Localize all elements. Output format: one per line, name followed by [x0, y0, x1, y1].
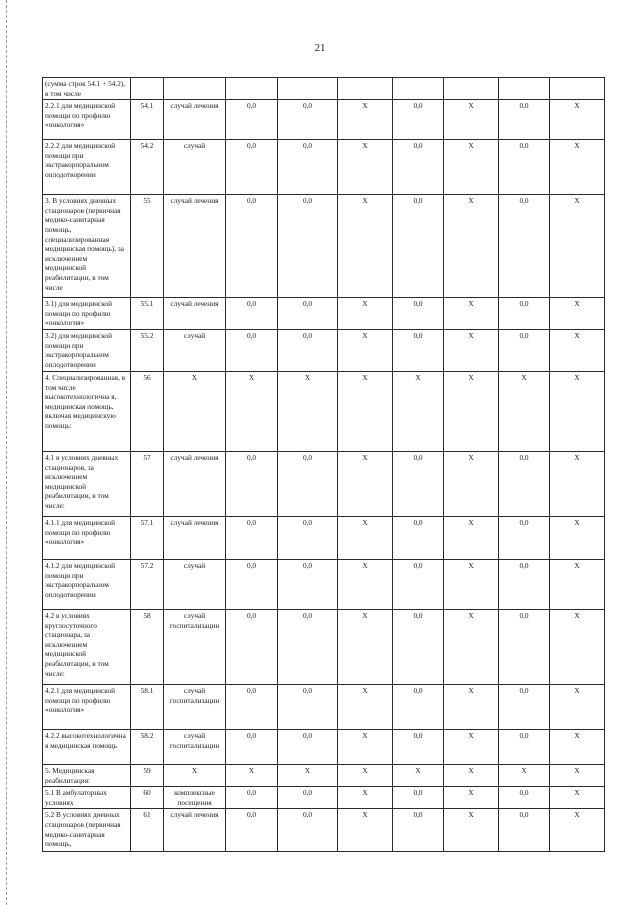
table-row — [43, 516, 605, 559]
value-cell — [226, 78, 278, 100]
value-cell: X — [550, 609, 605, 684]
row-code-cell: 54.1 — [131, 100, 164, 140]
table-row — [43, 764, 605, 786]
value-cell: 0,0 — [278, 140, 338, 195]
value-cell: X — [444, 298, 499, 330]
value-cell: X — [278, 371, 338, 451]
table-row — [43, 809, 605, 852]
row-code-cell: 57.2 — [131, 559, 164, 609]
table-row — [43, 371, 605, 451]
value-cell: 0,0 — [499, 809, 550, 852]
row-name-cell: 4. Специализированная, в том числе высокотехнологична я, медицинская помощь, включая медицинскую помощь: — [43, 371, 131, 451]
table-row — [43, 100, 605, 140]
value-cell: X — [550, 764, 605, 786]
value-cell — [338, 78, 393, 100]
value-cell: 0,0 — [393, 100, 444, 140]
unit-cell: X — [164, 371, 226, 451]
value-cell: 0,0 — [393, 609, 444, 684]
value-cell: 0,0 — [499, 195, 550, 298]
value-cell: X — [338, 729, 393, 764]
value-cell: X — [338, 764, 393, 786]
value-cell: X — [226, 371, 278, 451]
value-cell: 0,0 — [393, 298, 444, 330]
value-cell: X — [499, 764, 550, 786]
value-cell: 0,0 — [278, 559, 338, 609]
table-row — [43, 729, 605, 764]
value-cell: 0,0 — [278, 329, 338, 371]
table-row — [43, 78, 605, 100]
unit-cell: случай лечения — [164, 516, 226, 559]
value-cell: 0,0 — [393, 809, 444, 852]
value-cell: X — [550, 451, 605, 516]
value-cell: X — [338, 329, 393, 371]
row-name-cell: 4.2.1 для медицинской помощи по профилю «онкология» — [43, 684, 131, 729]
value-cell: X — [550, 729, 605, 764]
value-cell: 0,0 — [226, 684, 278, 729]
value-cell: X — [444, 140, 499, 195]
row-code-cell: 56 — [131, 371, 164, 451]
unit-cell: случай — [164, 559, 226, 609]
value-cell: X — [444, 559, 499, 609]
table-row — [43, 609, 605, 684]
value-cell: X — [444, 100, 499, 140]
value-cell: 0,0 — [278, 729, 338, 764]
value-cell: 0,0 — [226, 729, 278, 764]
value-cell: 0,0 — [499, 329, 550, 371]
value-cell: X — [444, 195, 499, 298]
value-cell: 0,0 — [278, 195, 338, 298]
row-code-cell: 59 — [131, 764, 164, 786]
value-cell: X — [338, 684, 393, 729]
value-cell: X — [550, 559, 605, 609]
value-cell: X — [550, 298, 605, 330]
value-cell: 0,0 — [226, 559, 278, 609]
value-cell: X — [338, 559, 393, 609]
row-code-cell: 55 — [131, 195, 164, 298]
unit-cell: случай лечения — [164, 298, 226, 330]
row-name-cell: 5. Медицинская реабилитация: — [43, 764, 131, 786]
data-table — [42, 77, 605, 852]
row-name-cell: 3. В условиях дневных стационаров (первичная медико-санитарная помощь, специализированная медицинская помощь), за исключением медицинской реабилитации, в том числе — [43, 195, 131, 298]
row-name-cell: 2.2.1 для медицинской помощи по профилю «онкология» — [43, 100, 131, 140]
value-cell: 0,0 — [393, 729, 444, 764]
value-cell: 0,0 — [278, 100, 338, 140]
row-name-cell: 4.2.2 высокотехнологична я медицинская помощь — [43, 729, 131, 764]
value-cell: X — [550, 684, 605, 729]
value-cell — [278, 78, 338, 100]
unit-cell: случай лечения — [164, 100, 226, 140]
value-cell: 0,0 — [226, 100, 278, 140]
value-cell: 0,0 — [226, 140, 278, 195]
value-cell — [444, 78, 499, 100]
value-cell: X — [444, 764, 499, 786]
value-cell: X — [550, 371, 605, 451]
row-name-cell: 4.1.2 для медицинской помощи при экстракорпоральном оплодотворении — [43, 559, 131, 609]
row-name-cell: 2.2.2 для медицинской помощи при экстракорпоральном оплодотворении — [43, 140, 131, 195]
value-cell: 0,0 — [393, 195, 444, 298]
value-cell: 0,0 — [499, 100, 550, 140]
unit-cell: случай лечения — [164, 195, 226, 298]
table-row — [43, 140, 605, 195]
value-cell — [550, 78, 605, 100]
value-cell: 0,0 — [226, 195, 278, 298]
value-cell: X — [550, 100, 605, 140]
table-row — [43, 451, 605, 516]
unit-cell: случай — [164, 329, 226, 371]
value-cell: X — [550, 516, 605, 559]
row-code-cell: 58.1 — [131, 684, 164, 729]
value-cell: 0,0 — [278, 809, 338, 852]
row-code-cell: 60 — [131, 787, 164, 809]
value-cell: X — [550, 809, 605, 852]
value-cell: 0,0 — [226, 329, 278, 371]
unit-cell: случай лечения — [164, 809, 226, 852]
value-cell: X — [444, 787, 499, 809]
value-cell: X — [393, 764, 444, 786]
value-cell: X — [550, 787, 605, 809]
value-cell: 0,0 — [278, 516, 338, 559]
unit-cell — [164, 78, 226, 100]
value-cell: X — [338, 140, 393, 195]
table-row — [43, 559, 605, 609]
value-cell: 0,0 — [226, 451, 278, 516]
value-cell: 0,0 — [278, 298, 338, 330]
value-cell: X — [338, 195, 393, 298]
unit-cell: случай — [164, 140, 226, 195]
value-cell: X — [338, 787, 393, 809]
value-cell: 0,0 — [393, 516, 444, 559]
value-cell: 0,0 — [499, 609, 550, 684]
value-cell: 0,0 — [226, 516, 278, 559]
row-name-cell: 3.2) для медицинской помощи при экстракорпоральном оплодотворении — [43, 329, 131, 371]
value-cell: X — [338, 609, 393, 684]
value-cell: 0,0 — [393, 140, 444, 195]
row-code-cell: 55.2 — [131, 329, 164, 371]
value-cell: 0,0 — [499, 298, 550, 330]
value-cell: X — [338, 100, 393, 140]
value-cell: 0,0 — [499, 140, 550, 195]
value-cell: 0,0 — [226, 609, 278, 684]
row-name-cell: (сумма строк 54.1 + 54.2), в том числе — [43, 78, 131, 100]
value-cell: 0,0 — [499, 729, 550, 764]
row-name-cell: 5.2 В условиях дневных стационаров (первичная медико-санитарная помощь, — [43, 809, 131, 852]
value-cell: X — [338, 809, 393, 852]
unit-cell: случай госпитализации — [164, 729, 226, 764]
value-cell: X — [338, 516, 393, 559]
unit-cell: X — [164, 764, 226, 786]
value-cell: X — [444, 729, 499, 764]
value-cell: X — [499, 371, 550, 451]
value-cell: 0,0 — [393, 684, 444, 729]
value-cell: 0,0 — [226, 298, 278, 330]
value-cell: 0,0 — [499, 559, 550, 609]
row-name-cell: 4.1 в условиях дневных стационаров, за исключением медицинской реабилитации, в том числе: — [43, 451, 131, 516]
table-row — [43, 195, 605, 298]
row-name-cell: 4.2 в условиях круглосуточного стационара, за исключением медицинской реабилитации, в том числе: — [43, 609, 131, 684]
page-number: 21 — [314, 42, 326, 54]
row-name-cell: 3.1) для медицинской помощи по профилю «онкология» — [43, 298, 131, 330]
scan-edge-line — [6, 0, 8, 905]
value-cell: X — [550, 140, 605, 195]
row-code-cell: 58 — [131, 609, 164, 684]
table-row — [43, 684, 605, 729]
table-row — [43, 787, 605, 809]
value-cell: X — [226, 764, 278, 786]
row-code-cell: 55.1 — [131, 298, 164, 330]
unit-cell: комплексные посещения — [164, 787, 226, 809]
value-cell: 0,0 — [499, 451, 550, 516]
value-cell: 0,0 — [393, 329, 444, 371]
value-cell: 0,0 — [278, 451, 338, 516]
value-cell: X — [444, 684, 499, 729]
value-cell: 0,0 — [499, 516, 550, 559]
value-cell: X — [338, 451, 393, 516]
value-cell — [499, 78, 550, 100]
value-cell: X — [444, 371, 499, 451]
value-cell: 0,0 — [278, 684, 338, 729]
row-name-cell: 5.1 В амбулаторных условиях — [43, 787, 131, 809]
value-cell: X — [278, 764, 338, 786]
value-cell: X — [444, 451, 499, 516]
value-cell: X — [338, 298, 393, 330]
value-cell: 0,0 — [393, 559, 444, 609]
table-row — [43, 298, 605, 330]
value-cell: X — [393, 371, 444, 451]
unit-cell: случай госпитализации — [164, 609, 226, 684]
unit-cell: случай лечения — [164, 451, 226, 516]
value-cell — [393, 78, 444, 100]
value-cell: X — [550, 195, 605, 298]
row-code-cell: 54.2 — [131, 140, 164, 195]
value-cell: 0,0 — [393, 787, 444, 809]
value-cell: 0,0 — [499, 787, 550, 809]
value-cell: X — [444, 329, 499, 371]
value-cell: 0,0 — [499, 684, 550, 729]
value-cell: 0,0 — [226, 809, 278, 852]
row-code-cell: 58.2 — [131, 729, 164, 764]
row-name-cell: 4.1.1 для медицинской помощи по профилю «онкология» — [43, 516, 131, 559]
unit-cell: случай госпитализации — [164, 684, 226, 729]
row-code-cell — [131, 78, 164, 100]
row-code-cell: 57 — [131, 451, 164, 516]
row-code-cell: 61 — [131, 809, 164, 852]
value-cell: X — [550, 329, 605, 371]
value-cell: 0,0 — [278, 609, 338, 684]
value-cell: 0,0 — [278, 787, 338, 809]
table-row — [43, 329, 605, 371]
value-cell: X — [444, 809, 499, 852]
value-cell: X — [444, 609, 499, 684]
value-cell: 0,0 — [226, 787, 278, 809]
value-cell: 0,0 — [393, 451, 444, 516]
value-cell: X — [338, 371, 393, 451]
row-code-cell: 57.1 — [131, 516, 164, 559]
value-cell: X — [444, 516, 499, 559]
